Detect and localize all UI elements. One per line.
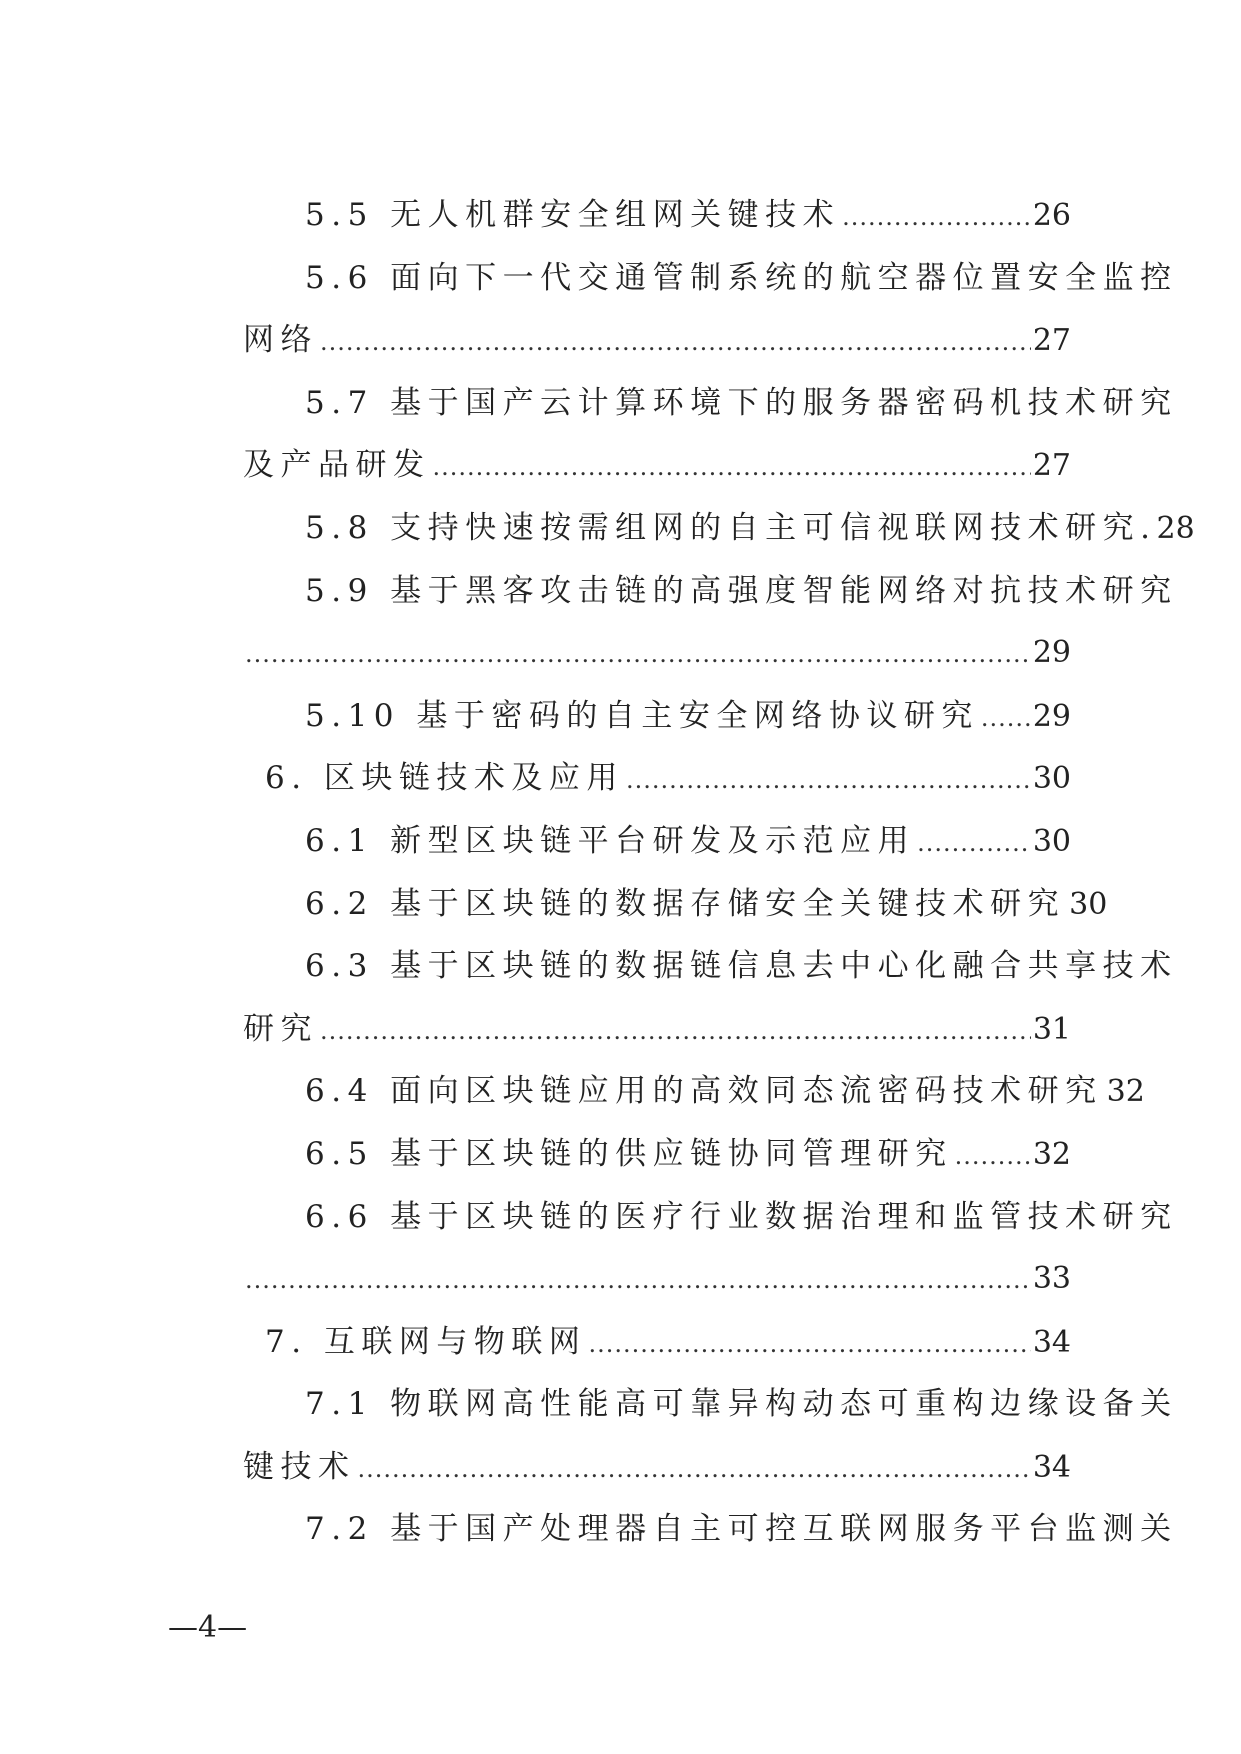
toc-entry-title: 6.2 基于区块链的数据存储安全关键技术研究 [305, 885, 1066, 922]
toc-entry [243, 184, 1071, 247]
toc-entry [243, 1311, 1071, 1374]
toc-page-number: 31 [1032, 1011, 1071, 1047]
toc-entry-title: 6.4 面向区块链应用的高效同态流密码技术研究 [305, 1073, 1103, 1110]
toc-entry-continuation [243, 434, 1071, 497]
toc-entry [243, 747, 1071, 810]
dot-leader [433, 436, 1031, 499]
toc-entry-title: 5.5 无人机群安全组网关键技术 [305, 197, 841, 233]
dot-leader [626, 749, 1031, 812]
toc-page-number: 27 [1032, 323, 1071, 359]
toc-entry [243, 685, 1071, 748]
toc-page-number: 28 [1156, 510, 1195, 546]
toc-entry [243, 1186, 1178, 1249]
dot-leader [981, 687, 1031, 750]
dot-leader [842, 186, 1031, 249]
dot-leader [358, 1438, 1031, 1501]
toc-page-number: 33 [1032, 1261, 1071, 1297]
toc-page-number: 32 [1032, 1136, 1071, 1172]
toc-entry-title: 6.1 新型区块链平台研发及示范应用 [305, 822, 916, 859]
toc-entry-continuation [243, 998, 1071, 1061]
toc-entry-title-cont: 键技术 [243, 1448, 356, 1485]
toc-page-number: 32 [1106, 1074, 1145, 1110]
toc-entry [243, 1060, 1145, 1123]
toc-page-number: 30 [1069, 886, 1108, 922]
dot-leader [320, 311, 1031, 374]
toc-entry [243, 1498, 1178, 1561]
dot-leader [245, 623, 1031, 686]
toc-entry-title: 6.5 基于区块链的供应链协同管理研究 [305, 1135, 953, 1172]
toc-page-number: 29 [1032, 698, 1071, 734]
toc-page-number: 26 [1032, 198, 1071, 233]
toc-entry-continuation [243, 1248, 1071, 1311]
page-number: —4— [168, 1610, 248, 1645]
toc-entry [243, 247, 1178, 310]
toc-entry [243, 935, 1178, 998]
toc-entry [243, 372, 1178, 435]
toc-entry-title: 6.3 基于区块链的数据链信息去中心化融合共享技术 [305, 948, 1178, 985]
toc-entry-title: 5.9 基于黑客攻击链的高强度智能网络对抗技术研究 [305, 572, 1178, 609]
toc-entry-title: 7.1 物联网高性能高可靠异构动态可重构边缘设备关 [305, 1386, 1178, 1423]
toc-page-number: 34 [1032, 1449, 1071, 1485]
toc-entry [243, 560, 1178, 623]
toc-entry-title: 5.7 基于国产云计算环境下的服务器密码机技术研究 [305, 384, 1178, 421]
toc-entry [243, 810, 1071, 873]
dot-leader [588, 1313, 1030, 1376]
toc-entry-title: 5.6 面向下一代交通管制系统的航空器位置安全监控 [305, 259, 1178, 296]
toc-entry [243, 1123, 1071, 1186]
toc-entry-continuation [243, 1436, 1071, 1499]
dot-leader [917, 812, 1031, 875]
toc-entry-title: 7. 互联网与物联网 [265, 1323, 587, 1360]
toc-page-number: 30 [1032, 761, 1071, 797]
toc-entry-title-cont: 及产品研发 [243, 447, 431, 484]
toc-entry-title: 6.6 基于区块链的医疗行业数据治理和监管技术研究 [305, 1198, 1178, 1235]
toc-entry-title-cont: 网络 [243, 322, 318, 359]
toc-entry-title: 5.8 支持快速按需组网的自主可信视联网技术研究. [305, 509, 1157, 546]
dot-leader [955, 1125, 1031, 1188]
toc-entry [243, 873, 1108, 936]
toc-entry-title-cont: 研究 [243, 1010, 318, 1047]
toc-page-number: 34 [1032, 1324, 1071, 1360]
toc-entry-continuation [243, 622, 1071, 685]
toc-entry-title: 6. 区块链技术及应用 [265, 760, 624, 797]
toc-entry [243, 1373, 1178, 1436]
toc-entry [243, 497, 1195, 560]
dot-leader [320, 1000, 1031, 1063]
toc-page-number: 27 [1032, 448, 1071, 484]
toc-page-number: 29 [1032, 635, 1071, 671]
toc-entry-continuation [243, 309, 1071, 372]
table-of-contents [243, 184, 1195, 1561]
toc-entry-title: 7.2 基于国产处理器自主可控互联网服务平台监测关 [305, 1511, 1178, 1548]
toc-page-number: 30 [1032, 823, 1071, 859]
toc-entry-title: 5.10 基于密码的自主安全网络协议研究 [305, 697, 979, 734]
dot-leader [245, 1249, 1031, 1312]
